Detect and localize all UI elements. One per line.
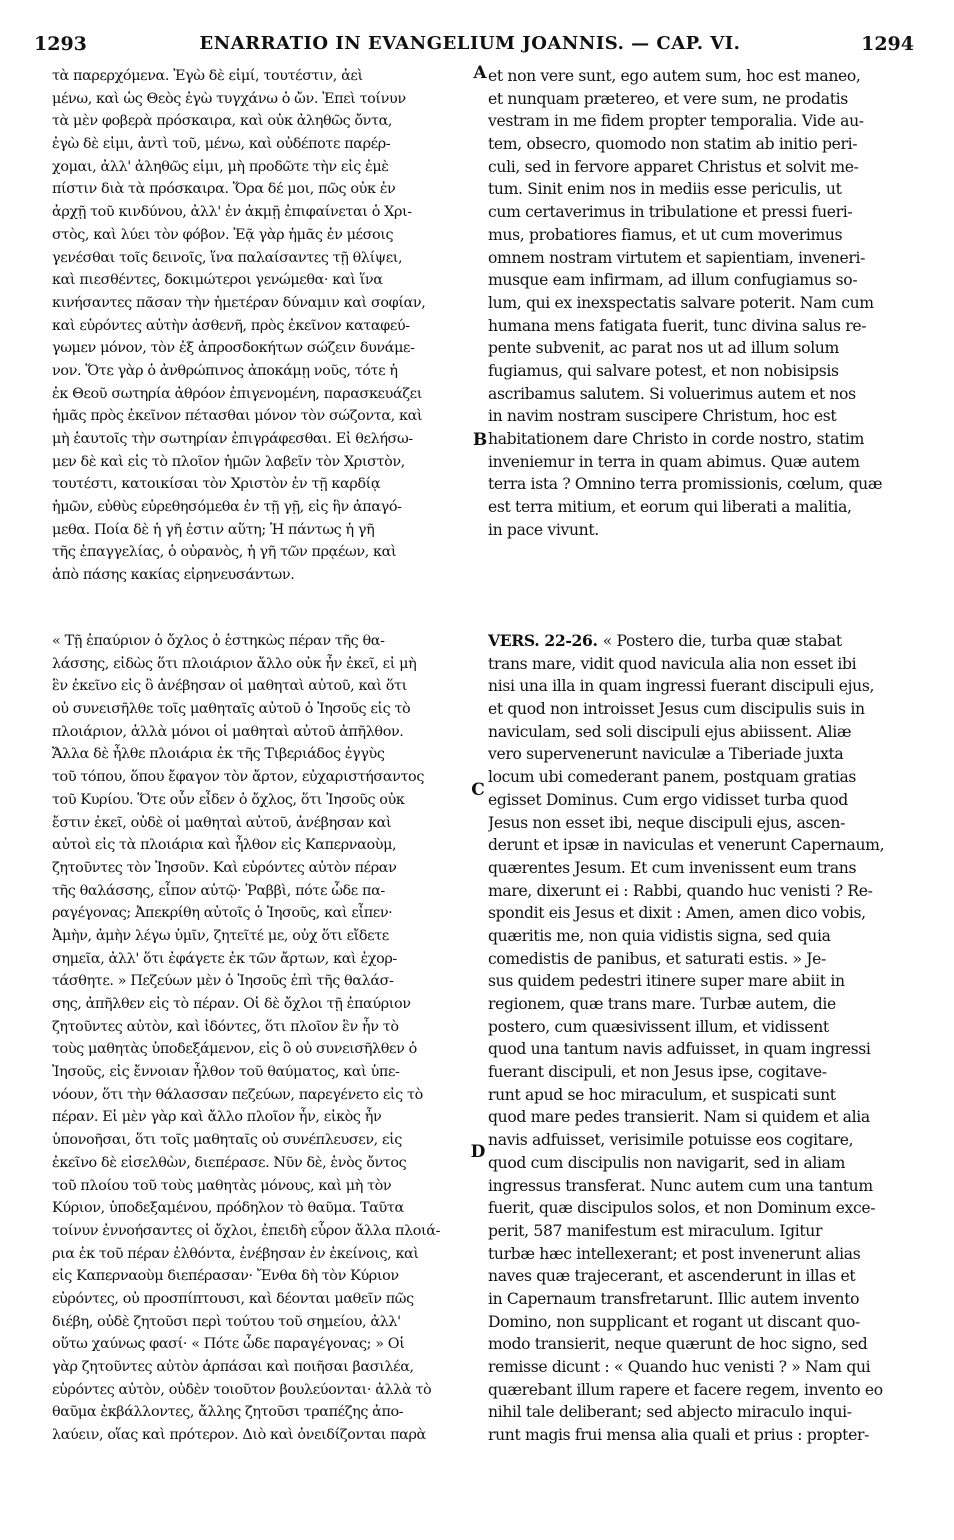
text-line: culi, sed in fervore apparet Christus et solvit me- [488, 157, 859, 176]
text-line: ἀρχῇ τοῦ κινδύνου, ἀλλ' ἐν ἀκμῇ ἐπιφαίνεται ὁ Χρι- [52, 204, 412, 221]
greek-text-lower [52, 630, 460, 1530]
text-line: quod una tantum navis adfuisset, in quam ingressi [488, 1040, 871, 1059]
text-line: τοὺς μαθητὰς ὑποδεξάμενον, εἰς ὃ οὐ συνεισῆλθεν ὁ [52, 1041, 417, 1058]
text-line: tem, obsecro, quomodo non statim ab initio peri- [488, 135, 858, 154]
text-line: navis adfuisset, verisimile potuisse eos cogitare, [488, 1131, 854, 1150]
text-line: « Τῇ ἐπαύριον ὁ ὄχλος ὁ ἑστηκὼς πέραν τῆς θα- [52, 633, 385, 649]
text-line: τὰ μὲν φοβερὰ πρόσκαιρα, καὶ οὐκ ἀληθῶς ὄντα, [52, 113, 393, 130]
text-line: quærentes Jesum. Et cum invenissent eum trans [488, 858, 857, 877]
text-line: νον. Ὅτε γὰρ ὁ ἀνθρώπινος ἀποκάμῃ νοῦς, τότε ἡ [52, 362, 398, 379]
latin-text-upper [488, 65, 916, 585]
text-line: nihil tale deliberant; sed abjecto miraculo inqui- [488, 1403, 852, 1422]
text-line: musque eam infirmam, ad illum confugiamus so- [488, 271, 858, 290]
text-line: lum, qui ex inexspectatis salvare poterit. Nam cum [488, 293, 874, 312]
text-line: modo transierit, neque quærunt de hoc signo, sed [488, 1335, 868, 1354]
text-line: τῆς θαλάσσης, εἶπον αὐτῷ· Ῥαββὶ, πότε ὧδε πα- [52, 882, 385, 899]
text-line: est terra mitium, et eorum qui liberati a malitia, [488, 498, 852, 517]
text-line: ἐγὼ δὲ εἰμι, ἀντὶ τοῦ, μένω, καὶ οὐδέποτε παρέρ- [52, 136, 391, 153]
text-line: perit, 587 manifestum est miraculum. Igitur [488, 1221, 823, 1240]
text-line: mare, dixerunt ei : Rabbi, quando huc venisti ? Re- [488, 881, 873, 900]
text-line: comedistis de panibus, et saturati estis. » Je- [488, 949, 826, 968]
text-line: τὰ παρερχόμενα. Ἐγὼ δὲ εἰμί, τουτέστιν, ἀεὶ [52, 68, 363, 84]
text-line: τουτέστι, κατοικίσαι τὸν Χριστὸν ἐν τῇ καρδίᾳ [52, 476, 381, 493]
text-line: quod mare pedes transierit. Nam si quidem et alia [488, 1108, 870, 1127]
text-line: ζητοῦντες τὸν Ἰησοῦν. Καὶ εὑρόντες αὐτὸν πέραν [52, 859, 397, 876]
text-line: πίστιν διὰ τὰ πρόσκαιρα. Ὅρα δέ μοι, πῶς οὐκ ἐν [52, 181, 396, 198]
text-line: αὐτοὶ εἰς τὰ πλοιάρια καὶ ἦλθον εἰς Καπερναοὺμ, [52, 837, 397, 854]
text-line: remisse dicunt : « Quando huc venisti ? » Nam qui [488, 1358, 871, 1376]
text-line: λάσσης, εἰδὼς ὅτι πλοιάριον ἄλλο οὐκ ἦν ἐκεῖ, εἰ μὴ [52, 655, 417, 672]
text-line: Ἀμὴν, ἀμὴν λέγω ὑμῖν, ζητεῖτέ με, οὐχ ὅτι εἴδετε [52, 927, 389, 944]
text-line: Jesus non esset ibi, neque discipuli ejus, ascen- [488, 813, 846, 832]
greek-text-upper [52, 65, 460, 610]
text-line: et non vere sunt, ego autem sum, hoc est maneo, [488, 67, 861, 85]
text-line: Ἰησοῦς, εἰς ἔννοιαν ἦλθον τοῦ θαύματος, καὶ ὑπε- [52, 1064, 400, 1081]
text-line: ἐκεῖνο δὲ εἰσελθὼν, διεπέρασε. Νῦν δὲ, ἑνὸς ὄντος [52, 1154, 407, 1171]
running-header [30, 33, 914, 57]
text-line: ἀπὸ πάσης κακίας εἰρηνευσάντων. [52, 567, 295, 584]
text-line: οὕτω χαύνως φασί· « Πότε ὧδε παραγέγονας; » Οἱ [52, 1336, 405, 1353]
text-line: fugiamus, qui salvare potest, et non nobisipsis [488, 361, 839, 380]
text-line: inveniemur in terra in quam abimus. Quæ autem [488, 452, 860, 471]
text-line: in navim nostram suscipere Christum, hoc est [488, 407, 837, 426]
text-line: καὶ πιεσθέντες, δοκιμώτεροι γενώμεθα· καὶ ἵνα [52, 272, 383, 289]
text-line: γωμεν μόνον, τὸν ἐξ ἀπροσδοκήτων σώζειν δυνάμε- [52, 340, 415, 357]
text-line: τοῦ τόπου, ὅπου ἔφαγον τὸν ἄρτον, εὐχαριστήσαντος [52, 769, 424, 786]
text-line: trans mare, vidit quod navicula alia non esset ibi [488, 654, 857, 673]
text-line: καὶ εὑρόντες αὐτὴν ἀσθενῆ, πρὸς ἐκεῖνον καταφεύ- [52, 317, 410, 334]
section-marker-c: C [471, 780, 485, 800]
text-line: egisset Dominus. Cum ergo vidisset turba quod [488, 790, 848, 809]
text-line: ραγέγονας; Ἀπεκρίθη αὐτοῖς ὁ Ἰησοῦς, καὶ εἶπεν· [52, 905, 393, 922]
text-line: τοίνυν ἐννοήσαντες οἱ ὄχλοι, ἐπειδὴ εὗρον ἄλλα πλοιά- [52, 1222, 441, 1239]
text-line: ἔστιν ἐκεῖ, οὐδὲ οἱ μαθηταὶ αὐτοῦ, ἀνέβησαν καὶ [52, 814, 392, 831]
text-line: in pace vivunt. [488, 520, 599, 539]
latin-text-lower [488, 630, 916, 1530]
text-line: postero, cum quæsivissent illum, et vidissent [488, 1017, 829, 1036]
section-marker-d: D [470, 1142, 486, 1162]
text-line: πέραν. Εἰ μὲν γὰρ καὶ ἄλλο πλοῖον ἦν, εἰκὸς ἦν [52, 1109, 382, 1126]
text-line: ὑπονοῆσαι, ὅτι τοῖς μαθηταῖς οὐ συνέπλευσεν, εἰς [52, 1132, 402, 1149]
section-marker-b: B [472, 430, 488, 450]
text-line: locum ubi comederant panem, postquam gratias [488, 768, 857, 787]
text-line: Κύριον, ὑποδεξαμένου, πρόδηλον τὸ θαῦμα. Ταῦτα [52, 1200, 404, 1217]
text-line: μὴ ἑαυτοῖς τὴν σωτηρίαν ἐπιγράφεσθαι. Εἰ θελήσω- [52, 431, 413, 447]
text-line: turbæ hæc intellexerant; et post invenerunt alias [488, 1244, 861, 1263]
text-line: et quod non introisset Jesus cum discipulis suis in [488, 700, 865, 719]
text-line: habitationem dare Christo in corde nostro, statim [488, 430, 865, 448]
text-line: τοῦ πλοίου τοῦ τοὺς μαθητὰς μόνους, καὶ μὴ τὸν [52, 1177, 392, 1194]
text-line: runt apud se hoc miraculum, et suspicati sunt [488, 1085, 836, 1104]
text-line: mus, probatiores fiamus, et ut cum moverimus [488, 225, 843, 244]
text-line: sus quidem pedestri itinere super mare abiit in [488, 972, 845, 991]
text-line: tum. Sinit enim nos in mediis esse periculis, ut [488, 180, 842, 199]
text-line: ἡμᾶς πρὸς ἐκεῖνον πέτασθαι μόνον τὸν σώζοντα, καὶ [52, 408, 423, 425]
text-line: nisi una illa in quam ingressi fuerant discipuli ejus, [488, 677, 875, 696]
text-line: ascribamus salutem. Si voluerimus autem et nos [488, 384, 856, 403]
text-line: VERS. 22-26. « Postero die, turba quæ stabat [488, 631, 842, 650]
text-line: μεν δὲ καὶ εἰς τὸ πλοῖον ἡμῶν λαβεῖν τὸν Χριστὸν, [52, 453, 405, 470]
text-line: γενέσθαι τοῖς δεινοῖς, ἵνα παλαίσαντες τῇ θλίψει, [52, 249, 403, 266]
text-line: εὑρόντες αὐτὸν, οὐδὲν τοιοῦτον βουλεύονται· ἀλλὰ τὸ [52, 1381, 432, 1398]
text-line: regionem, quæ trans mare. Turbæ autem, die [488, 995, 836, 1013]
text-line: κινήσαντες πᾶσαν τὴν ἡμετέραν δύναμιν καὶ σοφίαν, [52, 294, 426, 311]
text-line: quod cum discipulis non navigarit, sed in aliam [488, 1153, 846, 1172]
running-title: ENARRATIO IN EVANGELIUM JOANNIS. — CAP. VI. [199, 33, 741, 54]
text-line: ἐκ Θεοῦ σωτηρία ἀθρόον ἐπιγενομένη, παρασκευάζει [52, 385, 422, 402]
text-line: ζητοῦντες αὐτὸν, καὶ ἰδόντες, ὅτι πλοῖον ἓν ἦν τὸ [52, 1018, 399, 1035]
text-line: εἰς Καπερναοὺμ διεπέρασαν· Ἔνθα δὴ τὸν Κύριον [52, 1268, 399, 1285]
text-line: Domino, non supplicant et rogant ut discant quo- [488, 1312, 860, 1331]
text-line: στὸς, καὶ λύει τὸν φόβον. Ἐᾷ γὰρ ἡμᾶς ἐν μέσοις [52, 226, 394, 243]
text-line: τοῦ Κυρίου. Ὅτε οὖν εἶδεν ὁ ὄχλος, ὅτι Ἰησοῦς οὐκ [52, 791, 405, 808]
text-line: μεθα. Ποία δὲ ἡ γῆ ἐστιν αὕτη; Ἡ πάντως ἡ γῆ [52, 521, 375, 538]
text-line: et nunquam prætereo, et vere sum, ne prodatis [488, 89, 848, 108]
text-line: humana mens fatigata fuerit, tunc divina salus re- [488, 316, 867, 335]
text-line: omnem nostram virtutem et sapientiam, inveneri- [488, 248, 866, 267]
text-line: spondit eis Jesus et dixit : Amen, amen dico vobis, [488, 904, 866, 923]
text-line: ingressus transferat. Nunc autem cum una tantum [488, 1176, 873, 1195]
text-line: terra ista ? Omnino terra promissionis, cœlum, quæ [488, 475, 883, 494]
verse-heading: VERS. 22-26. [488, 631, 603, 650]
text-line: fuerant discipuli, et non Jesus ipse, cogitave- [488, 1063, 827, 1082]
text-line: naves quæ trajecerant, et ascenderunt in illas et [488, 1267, 856, 1286]
page-number-right: 1294 [861, 33, 914, 55]
text-line: naviculam, sed soli discipuli ejus abiissent. Aliæ [488, 722, 852, 741]
text-line: τῆς ἐπαγγελίας, ὁ οὐρανὸς, ἡ γῆ τῶν πρᾳέων, καὶ [52, 544, 397, 561]
text-line: in Capernaum transfretarunt. Illic autem invento [488, 1289, 860, 1308]
text-line: θαῦμα ἐκβάλλοντες, ἄλλης ζητοῦσι τραπέζης ἀπο- [52, 1404, 404, 1421]
text-line: pente subvenit, ac parat nos ut ad illum solum [488, 339, 839, 358]
text-line: λαύειν, οἵας καὶ πρότερον. Διὸ καὶ ὀνειδίζονται παρὰ [52, 1427, 426, 1444]
text-line: ρια ἐκ τοῦ πέραν ἐλθόντα, ἐνέβησαν ἐν ἐκείνοις, καὶ [52, 1245, 419, 1262]
text-line: νόουν, ὅτι τὴν θάλασσαν πεζεύων, παρεγένετο εἰς τὸ [52, 1086, 423, 1103]
text-line: quæritis me, non quia vidistis signa, sed quia [488, 926, 831, 945]
text-line: runt magis frui mensa alia quali et prius : propter- [488, 1426, 869, 1445]
text-line: σημεῖα, ἀλλ' ὅτι ἐφάγετε ἐκ τῶν ἄρτων, καὶ ἐχορ- [52, 950, 397, 967]
text-line: cum certaverimus in tribulatione et pressi fueri- [488, 203, 853, 222]
text-line: vestram in me fidem propter temporalia. Vide au- [488, 112, 864, 131]
page-number-left: 1293 [34, 33, 87, 55]
text-line: vero supervenerunt naviculæ a Tiberiade juxta [488, 745, 844, 764]
text-line: οὐ συνεισῆλθε τοῖς μαθηταῖς αὐτοῦ ὁ Ἰησοῦς εἰς τὸ [52, 701, 411, 718]
text-line: μένω, καὶ ὡς Θεὸς ἐγὼ τυγχάνω ὁ ὤν. Ἐπεὶ τοίνυν [52, 90, 406, 107]
text-line: Ἄλλα δὲ ἦλθε πλοιάρια ἐκ τῆς Τιβεριάδος ἐγγὺς [52, 746, 385, 763]
text-line: γὰρ ζητοῦντες αὐτὸν ἁρπάσαι καὶ ποιῆσαι βασιλέα, [52, 1359, 414, 1375]
section-marker-a: A [473, 63, 487, 83]
text-line: εὑρόντες, οὐ προσπίπτουσι, καὶ δέονται μαθεῖν πῶς [52, 1290, 414, 1307]
text-line: πλοιάριον, ἀλλὰ μόνοι οἱ μαθηταὶ αὐτοῦ ἀπῆλθον. [52, 723, 404, 740]
text-line: fuerit, quæ discipulos solos, et non Dominum exce- [488, 1199, 876, 1218]
text-line: ἓν ἐκεῖνο εἰς ὃ ἀνέβησαν οἱ μαθηταὶ αὐτοῦ, καὶ ὅτι [52, 678, 407, 695]
text-line: quærebant illum rapere et facere regem, invento eo [488, 1380, 883, 1399]
text-line: χομαι, ἀλλ' ἀληθῶς εἰμι, μὴ προδῶτε τὴν εἰς ἐμὲ [52, 158, 389, 175]
text-line: derunt et ipsæ in naviculas et venerunt Capernaum, [488, 836, 885, 855]
text-line: διέβη, οὐδὲ ζητοῦσι περὶ τούτου τοῦ σημείου, ἀλλ' [52, 1313, 401, 1330]
text-line: ἡμῶν, εὐθὺς εὑρεθησόμεθα ἐν τῇ γῇ, εἰς ἣν ἀπαγό- [52, 499, 402, 516]
text-line: σης, ἀπῆλθεν εἰς τὸ πέραν. Οἱ δὲ ὄχλοι τῇ ἐπαύριον [52, 996, 411, 1012]
text-line: τάσθητε. » Πεζεύων μὲν ὁ Ἰησοῦς ἐπὶ τῆς θαλάσ- [52, 973, 394, 990]
